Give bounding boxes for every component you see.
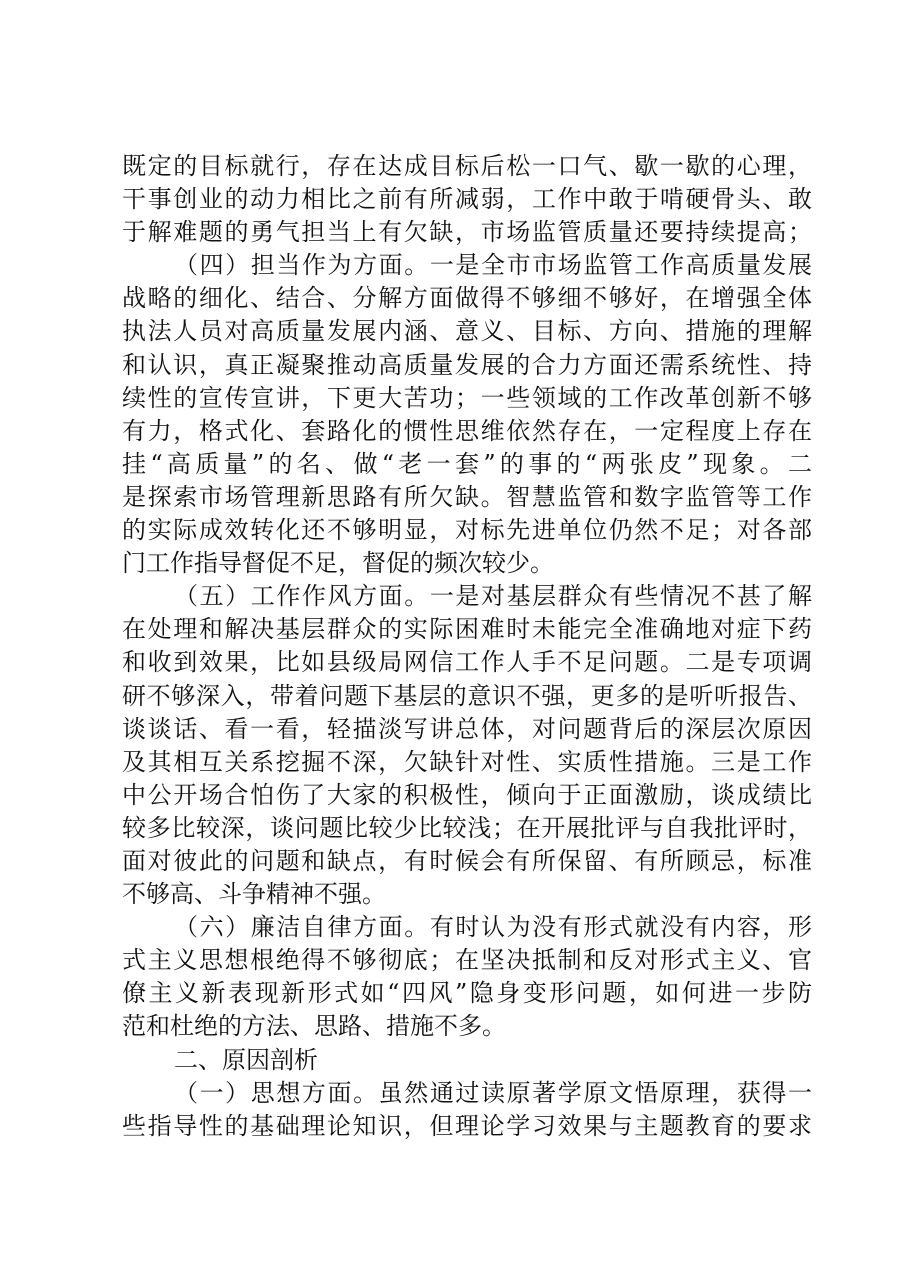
text-line: 有力，格式化、套路化的惯性思维依然存在，一定程度上存在 bbox=[122, 416, 812, 445]
text-line: 在处理和解决基层群众的实际困难时未能完全准确地对症下药 bbox=[122, 615, 812, 644]
text-line: 和收到效果，比如县级局网信工作人手不足问题。二是专项调 bbox=[122, 648, 812, 677]
text-line: 续性的宣传宣讲，下更大苦功；一些领域的工作改革创新不够 bbox=[122, 383, 812, 412]
text-line: 研不够深入，带着问题下基层的意识不强，更多的是听听报告、 bbox=[122, 681, 812, 710]
text-line: 中公开场合怕伤了大家的积极性，倾向于正面激励，谈成绩比 bbox=[122, 780, 812, 809]
text-line: 较多比较深，谈问题比较少比较浅；在开展批评与自我批评时， bbox=[122, 813, 812, 842]
document-body bbox=[122, 150, 812, 1143]
text-line: （五）工作作风方面。一是对基层群众有些情况不甚了解 bbox=[174, 582, 812, 611]
text-line: （一）思想方面。虽然通过读原著学原文悟原理，获得一 bbox=[174, 1078, 812, 1107]
text-line: 二、原因剖析 bbox=[174, 1045, 318, 1074]
text-line: 执法人员对高质量发展内涵、意义、目标、方向、措施的理解 bbox=[122, 317, 812, 346]
text-line: 不够高、斗争精神不强。 bbox=[122, 880, 386, 909]
text-line: 僚主义新表现新形式如“四风”隐身变形问题，如何进一步防 bbox=[122, 979, 812, 1008]
text-line: 面对彼此的问题和缺点，有时候会有所保留、有所顾忌，标准 bbox=[122, 846, 812, 875]
text-line: 挂“高质量”的名、做“老一套”的事的“两张皮”现象。二 bbox=[122, 449, 812, 478]
text-line: 范和杜绝的方法、思路、措施不多。 bbox=[122, 1012, 506, 1041]
text-line: 干事创业的动力相比之前有所减弱，工作中敢于啃硬骨头、敢 bbox=[122, 185, 812, 214]
text-line: 的实际成效转化还不够明显，对标先进单位仍然不足；对各部 bbox=[122, 516, 812, 545]
text-line: 是探索市场管理新思路有所欠缺。智慧监管和数字监管等工作 bbox=[122, 482, 812, 511]
text-line: （四）担当作为方面。一是全市市场监管工作高质量发展 bbox=[174, 251, 812, 280]
text-line: 和认识，真正凝聚推动高质量发展的合力方面还需系统性、持 bbox=[122, 350, 812, 379]
text-line: （六）廉洁自律方面。有时认为没有形式就没有内容，形 bbox=[174, 913, 812, 942]
text-line: 谈谈话、看一看，轻描淡写讲总体，对问题背后的深层次原因 bbox=[122, 714, 812, 743]
text-line: 战略的细化、结合、分解方面做得不够细不够好，在增强全体 bbox=[122, 284, 812, 313]
text-line: 于解难题的勇气担当上有欠缺，市场监管质量还要持续提高； bbox=[122, 218, 812, 247]
text-line: 些指导性的基础理论知识，但理论学习效果与主题教育的要求 bbox=[122, 1111, 812, 1140]
text-line: 既定的目标就行，存在达成目标后松一口气、歇一歇的心理， bbox=[122, 152, 812, 180]
text-line: 门工作指导督促不足，督促的频次较少。 bbox=[122, 549, 554, 578]
text-line: 及其相互关系挖掘不深，欠缺针对性、实质性措施。三是工作 bbox=[122, 747, 812, 776]
text-line: 式主义思想根绝得不够彻底；在坚决抵制和反对形式主义、官 bbox=[122, 946, 812, 975]
